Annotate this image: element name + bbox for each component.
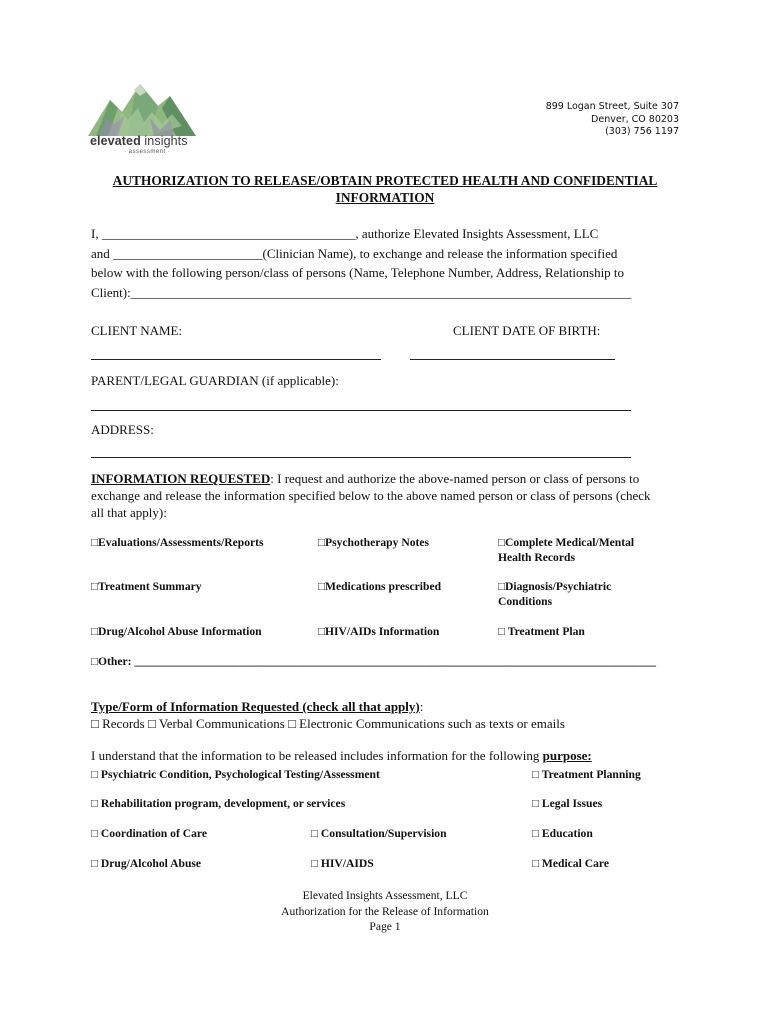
client-name-field[interactable] <box>91 359 381 360</box>
checkbox-psychiatric-condition[interactable]: □ Psychiatric Condition, Psychological Testing/Assessment <box>91 768 380 781</box>
checkbox-education[interactable]: □ Education <box>532 827 593 840</box>
document-title: AUTHORIZATION TO RELEASE/OBTAIN PROTECTED HEALTH AND CONFIDENTIAL INFORMATION <box>112 173 658 205</box>
client-dob-label: CLIENT DATE OF BIRTH: <box>453 323 601 338</box>
mountain-logo-icon <box>88 78 198 138</box>
client-name-label: CLIENT NAME: <box>91 323 183 338</box>
checkbox-diagnosis[interactable]: □Diagnosis/Psychiatric Conditions <box>498 580 612 608</box>
information-requested-paragraph: INFORMATION REQUESTED: I request and authorize the above-named person or class of persons to exchange and release the information specified below to the above named person or class of persons (check all that apply): <box>91 471 651 520</box>
checkbox-other[interactable]: □Other: __________________________________________________________________________________________ <box>91 655 657 668</box>
checkbox-hiv-aids[interactable]: □ HIV/AIDS <box>311 857 374 870</box>
checkbox-drug-alcohol-info[interactable]: □Drug/Alcohol Abuse Information <box>91 625 262 638</box>
address-line: 899 Logan Street, Suite 307 <box>545 101 679 112</box>
checkbox-coordination-of-care[interactable]: □ Coordination of Care <box>91 827 207 840</box>
purpose-intro: I understand that the information to be released includes information for the following purpose: <box>91 748 592 763</box>
checkbox-treatment-planning[interactable]: □ Treatment Planning <box>532 768 641 781</box>
type-form-section: Type/Form of Information Requested (check all that apply): □ Records □ Verbal Communications □ Electronic Communications such as texts or emails <box>91 698 686 732</box>
checkbox-legal-issues[interactable]: □ Legal Issues <box>532 797 603 810</box>
checkbox-medical-care[interactable]: □ Medical Care <box>532 857 609 870</box>
page-number: Page 1 <box>369 920 401 933</box>
address-field[interactable] <box>91 457 631 458</box>
intro-line: I, _______________________________________, authorize Elevated Insights Assessment, LLC <box>91 226 599 241</box>
guardian-label: PARENT/LEGAL GUARDIAN (if applicable): <box>91 373 339 388</box>
checkbox-medications[interactable]: □Medications prescribed <box>318 580 442 593</box>
purpose-heading: purpose: <box>542 748 592 763</box>
checkbox-consultation[interactable]: □ Consultation/Supervision <box>311 827 447 840</box>
intro-line: Client):_____________________________________________________________________________ <box>91 284 632 300</box>
logo-subtitle: · assessment · <box>124 149 171 155</box>
checkbox-drug-alcohol-abuse[interactable]: □ Drug/Alcohol Abuse <box>91 857 202 870</box>
information-requested-heading: INFORMATION REQUESTED <box>91 471 271 486</box>
checkbox-treatment-plan[interactable]: □ Treatment Plan <box>498 625 585 638</box>
address-line: (303) 756 1197 <box>605 126 679 137</box>
checkbox-complete-records[interactable]: □Complete Medical/Mental Health Records <box>498 536 635 564</box>
checkbox-treatment-summary[interactable]: □Treatment Summary <box>91 580 202 593</box>
checkbox-hiv-aids-info[interactable]: □HIV/AIDs Information <box>318 625 440 638</box>
logo-wordmark: elevated insights <box>90 134 188 148</box>
footer-company: Elevated Insights Assessment, LLC <box>302 889 468 902</box>
type-form-heading: Type/Form of Information Requested (check all that apply) <box>91 699 420 714</box>
checkbox-rehabilitation[interactable]: □ Rehabilitation program, development, or services <box>91 797 346 810</box>
intro-line: below with the following person/class of persons (Name, Telephone Number, Address, Relationship to <box>91 265 625 280</box>
client-dob-field[interactable] <box>410 359 615 360</box>
page-footer <box>0 888 770 935</box>
guardian-field[interactable] <box>91 410 631 411</box>
address-label: ADDRESS: <box>91 422 154 437</box>
address-line: Denver, CO 80203 <box>591 113 679 125</box>
type-form-options[interactable]: □ Records □ Verbal Communications □ Electronic Communications such as texts or emails <box>91 716 565 731</box>
intro-line: and _______________________(Clinician Name), to exchange and release the information specified <box>91 245 618 261</box>
company-address <box>546 101 679 139</box>
checkbox-psychotherapy-notes[interactable]: □Psychotherapy Notes <box>318 536 430 549</box>
authorization-paragraph <box>91 224 686 302</box>
footer-document: Authorization for the Release of Information <box>281 904 489 918</box>
checkbox-evaluations[interactable]: □Evaluations/Assessments/Reports <box>91 536 264 549</box>
